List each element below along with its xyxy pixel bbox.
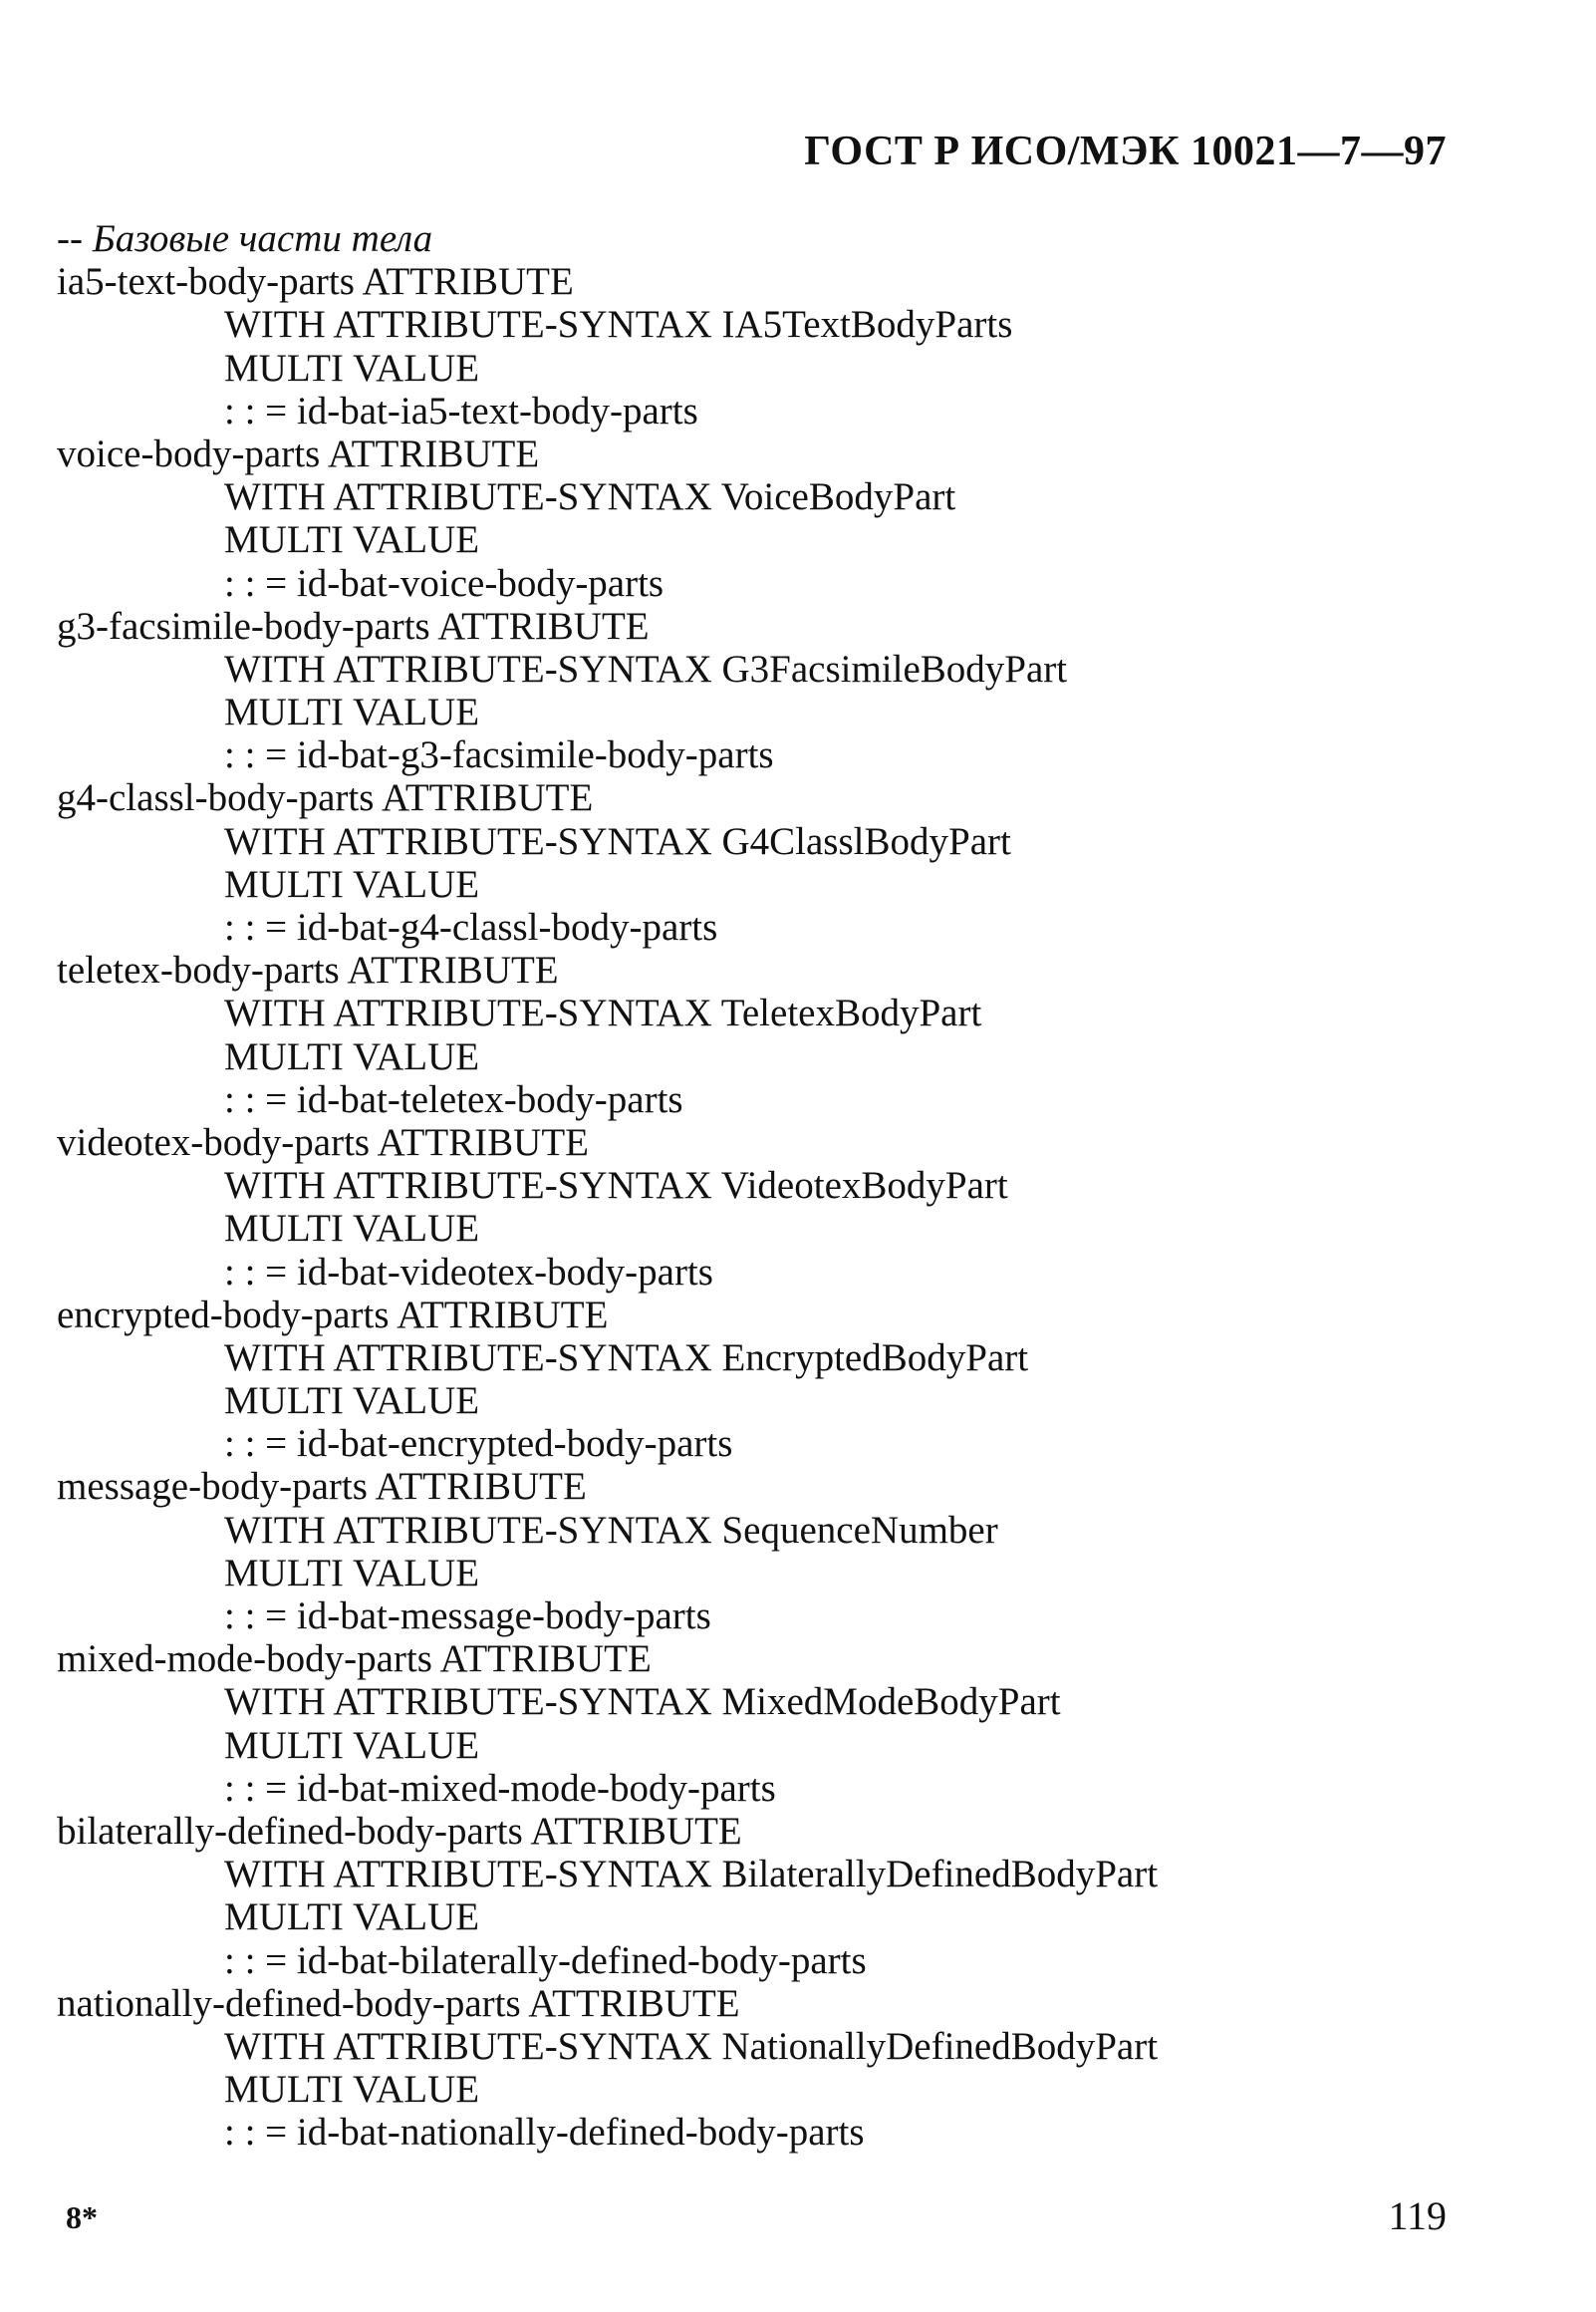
attribute-name-line: voice-body-parts ATTRIBUTE — [57, 432, 540, 475]
attribute-value-line: MULTI VALUE — [224, 1207, 480, 1251]
attribute-id-line: : : = id-bat-voice-body-parts — [224, 561, 665, 605]
attribute-value-line: MULTI VALUE — [224, 2068, 480, 2112]
attribute-id-line: : : = id-bat-ia5-text-body-parts — [224, 389, 698, 433]
attribute-name-line: nationally-defined-body-parts ATTRIBUTE — [57, 1981, 740, 2025]
document-header: ГОСТ Р ИСО/МЭК 10021—7—97 — [804, 129, 1447, 174]
attribute-id-line: : : = id-bat-encrypted-body-parts — [224, 1422, 733, 1466]
attribute-block-voice — [57, 433, 1471, 605]
attribute-syntax-line: WITH ATTRIBUTE-SYNTAX MixedModeBodyPart — [224, 1680, 1061, 1724]
attribute-syntax-line: WITH ATTRIBUTE-SYNTAX NationallyDefinedBodyPart — [224, 2024, 1159, 2068]
attribute-value-line: MULTI VALUE — [224, 518, 480, 562]
signature-mark: 8* — [66, 2199, 98, 2235]
attribute-name-line: g4-classl-body-parts ATTRIBUTE — [57, 776, 594, 820]
attribute-value-line: MULTI VALUE — [224, 862, 480, 906]
attribute-block-ia5-text — [57, 260, 1471, 433]
attribute-id-line: : : = id-bat-teletex-body-parts — [224, 1077, 683, 1121]
attribute-name-line: g3-facsimile-body-parts ATTRIBUTE — [57, 604, 650, 648]
attribute-block-teletex — [57, 949, 1471, 1121]
attribute-syntax-line: WITH ATTRIBUTE-SYNTAX SequenceNumber — [224, 1508, 998, 1552]
attribute-value-line: MULTI VALUE — [224, 1034, 480, 1078]
attribute-value-line: MULTI VALUE — [224, 1723, 480, 1767]
attribute-id-line: : : = id-bat-nationally-defined-body-parts — [224, 2111, 865, 2155]
attribute-id-line: : : = id-bat-mixed-mode-body-parts — [224, 1766, 776, 1810]
attribute-syntax-line: WITH ATTRIBUTE-SYNTAX BilaterallyDefinedBodyPart — [224, 1853, 1159, 1896]
attribute-block-encrypted — [57, 1294, 1471, 1466]
attribute-name-line: mixed-mode-body-parts ATTRIBUTE — [57, 1637, 652, 1681]
page-number: 119 — [1388, 2193, 1447, 2238]
attribute-block-videotex — [57, 1121, 1471, 1294]
attribute-value-line: MULTI VALUE — [224, 1379, 480, 1423]
attribute-name-line: videotex-body-parts ATTRIBUTE — [57, 1120, 589, 1164]
attribute-name-line: teletex-body-parts ATTRIBUTE — [57, 949, 559, 993]
attribute-id-line: : : = id-bat-message-body-parts — [224, 1594, 711, 1637]
attribute-syntax-line: WITH ATTRIBUTE-SYNTAX EncryptedBodyPart — [224, 1335, 1029, 1379]
attribute-value-line: MULTI VALUE — [224, 1551, 480, 1594]
attribute-name-line: bilaterally-defined-body-parts ATTRIBUTE — [57, 1809, 742, 1853]
section-comment: -- Базовые части тела — [57, 217, 433, 260]
attribute-name-line: message-body-parts ATTRIBUTE — [57, 1465, 587, 1509]
attribute-syntax-line: WITH ATTRIBUTE-SYNTAX VideotexBodyPart — [224, 1164, 1008, 1208]
attribute-block-mixed-mode — [57, 1637, 1471, 1810]
attribute-id-line: : : = id-bat-g3-facsimile-body-parts — [224, 733, 774, 777]
attribute-block-message — [57, 1465, 1471, 1637]
attribute-value-line: MULTI VALUE — [224, 346, 480, 390]
attribute-block-g4-classl — [57, 776, 1471, 949]
attribute-block-bilaterally-defined — [57, 1810, 1471, 1982]
attribute-name-line: encrypted-body-parts ATTRIBUTE — [57, 1293, 609, 1336]
attribute-name-line: ia5-text-body-parts ATTRIBUTE — [57, 260, 574, 304]
asn1-definitions — [57, 217, 1471, 2154]
attribute-syntax-line: WITH ATTRIBUTE-SYNTAX G3FacsimileBodyPart — [224, 647, 1068, 691]
attribute-syntax-line: WITH ATTRIBUTE-SYNTAX TeletexBodyPart — [224, 992, 982, 1035]
attribute-syntax-line: WITH ATTRIBUTE-SYNTAX G4ClasslBodyPart — [224, 819, 1011, 863]
attribute-id-line: : : = id-bat-bilaterally-defined-body-parts — [224, 1938, 867, 1982]
attribute-id-line: : : = id-bat-g4-classl-body-parts — [224, 906, 718, 949]
attribute-block-g3-facsimile — [57, 605, 1471, 777]
attribute-value-line: MULTI VALUE — [224, 691, 480, 734]
attribute-syntax-line: WITH ATTRIBUTE-SYNTAX IA5TextBodyParts — [224, 303, 1013, 347]
attribute-id-line: : : = id-bat-videotex-body-parts — [224, 1250, 713, 1294]
attribute-value-line: MULTI VALUE — [224, 1895, 480, 1939]
attribute-block-nationally-defined — [57, 1982, 1471, 2155]
attribute-syntax-line: WITH ATTRIBUTE-SYNTAX VoiceBodyPart — [224, 475, 956, 519]
